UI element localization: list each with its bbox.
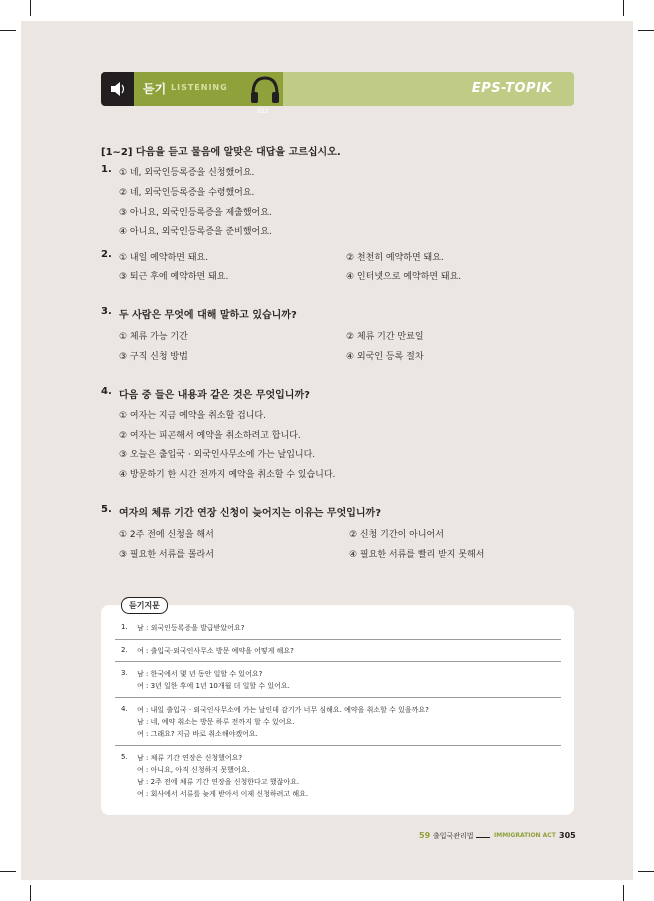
- crop-mark: [0, 30, 16, 31]
- crop-mark: [623, 0, 624, 16]
- crop-mark: [30, 885, 31, 901]
- transcript-label: 듣기지문: [121, 597, 168, 614]
- transcript-line: 남 : 외국인등록증을 발급받았어요?: [137, 624, 245, 632]
- question-number: 2.: [101, 249, 112, 260]
- instruction-text: [1~2] 다음을 듣고 물음에 알맞은 대답을 고르십시오.: [101, 147, 341, 158]
- transcript-number: 1.: [121, 623, 128, 631]
- question-text: 다음 중 들은 내용과 같은 것은 무엇입니까?: [119, 390, 310, 401]
- transcript-line: 여 : 출입국·외국인사무소 방문 예약을 어떻게 해요?: [137, 647, 294, 655]
- transcript-line: 남 : 체류 기간 연장은 신청했어요?: [137, 754, 243, 762]
- option-text: ② 체류 기간 만료일: [346, 332, 424, 342]
- option-text: ① 내일 예약하면 돼요.: [119, 253, 209, 263]
- transcript-line: 남 : 네, 예약 취소는 방문 하루 전까지 할 수 있어요.: [137, 718, 295, 726]
- chapter-title-en: IMMIGRATION ACT: [494, 832, 556, 839]
- transcript-line: 여 : 그래요? 지금 바로 취소해야겠어요.: [137, 730, 258, 738]
- option-text: ② 신청 기간이 아니어서: [349, 530, 444, 540]
- crop-mark: [638, 871, 654, 872]
- footer-rule: [476, 837, 490, 838]
- divider: [115, 745, 561, 746]
- crop-mark: [30, 0, 31, 16]
- question-number: 5.: [101, 504, 112, 515]
- crop-mark: [0, 871, 16, 872]
- question-number: 4.: [101, 386, 112, 397]
- transcript-line: 남 : 한국에서 몇 년 동안 일할 수 있어요?: [137, 670, 263, 678]
- option-text: ① 여자는 지금 예약을 취소할 겁니다.: [119, 411, 266, 421]
- transcript-number: 5.: [121, 753, 128, 761]
- divider: [115, 661, 561, 662]
- option-text: ① 2주 전에 신청을 해서: [119, 530, 214, 540]
- transcript-line: 남 : 2주 전에 체류 기간 연장을 신청한다고 했잖아요.: [137, 778, 300, 786]
- transcript-line: 여 : 3년 일한 후에 1년 10개월 더 일할 수 있어요.: [137, 682, 290, 690]
- question-number: 3.: [101, 306, 112, 317]
- crop-mark: [623, 885, 624, 901]
- transcript-line: 여 : 회사에서 서류를 늦게 받아서 이제 신청하려고 해요.: [137, 790, 309, 798]
- page-number: 305: [559, 831, 576, 840]
- divider: [115, 697, 561, 698]
- option-text: ① 체류 가능 기간: [119, 332, 188, 342]
- option-text: ① 네, 외국인등록증을 신청했어요.: [119, 168, 255, 178]
- option-text: ③ 퇴근 후에 예약하면 돼요.: [119, 272, 229, 282]
- option-text: ③ 오늘은 출입국 · 외국인사무소에 가는 날입니다.: [119, 450, 316, 460]
- chapter-number: 59: [419, 831, 431, 840]
- option-text: ④ 아니요, 외국인등록증을 준비했어요.: [119, 227, 272, 237]
- transcript-line: 여 : 아니요, 아직 신청하지 못했어요.: [137, 766, 250, 774]
- page-sheet: [21, 21, 633, 880]
- speaker-icon-box: [101, 72, 134, 106]
- question-text: 여자의 체류 기간 연장 신청이 늦어지는 이유는 무엇입니까?: [119, 508, 382, 519]
- header-title: 듣기: [143, 82, 167, 96]
- option-text: ④ 필요한 서류를 빨리 받지 못해서: [349, 550, 485, 560]
- brand-logo: EPS-TOPIK: [471, 81, 552, 96]
- option-text: ② 천천히 예약하면 돼요.: [346, 253, 444, 263]
- transcript-number: 4.: [121, 705, 128, 713]
- option-text: ④ 외국인 등록 절차: [346, 352, 424, 362]
- track-number: 322: [257, 108, 269, 115]
- transcript-box: [101, 601, 574, 815]
- option-text: ② 여자는 피곤해서 예약을 취소하려고 합니다.: [119, 431, 301, 441]
- option-text: ④ 방문하기 한 시간 전까지 예약을 취소할 수 있습니다.: [119, 470, 336, 480]
- option-text: ③ 구직 신청 방법: [119, 352, 188, 362]
- section-header: [101, 72, 574, 106]
- transcript-number: 3.: [121, 669, 128, 677]
- chapter-title-ko: 출입국관리법: [433, 832, 474, 840]
- headphones-icon: [248, 74, 282, 106]
- transcript-line: 여 : 내일 출입국 · 외국인사무소에 가는 날인데 감기가 너무 심해요. 예약을 취소할 수 있을까요?: [137, 706, 429, 714]
- option-text: ② 네, 외국인등록증을 수령했어요.: [119, 188, 255, 198]
- transcript-number: 2.: [121, 646, 128, 654]
- divider: [115, 639, 561, 640]
- option-text: ③ 필요한 서류를 몰라서: [119, 550, 214, 560]
- question-number: 1.: [101, 164, 112, 175]
- option-text: ④ 인터넷으로 예약하면 돼요.: [346, 272, 462, 282]
- crop-mark: [638, 30, 654, 31]
- question-text: 두 사람은 무엇에 대해 말하고 있습니까?: [119, 310, 297, 321]
- speaker-icon: [101, 72, 134, 106]
- header-subtitle: LISTENING: [171, 83, 228, 92]
- option-text: ③ 아니요, 외국인등록증을 제출했어요.: [119, 208, 272, 218]
